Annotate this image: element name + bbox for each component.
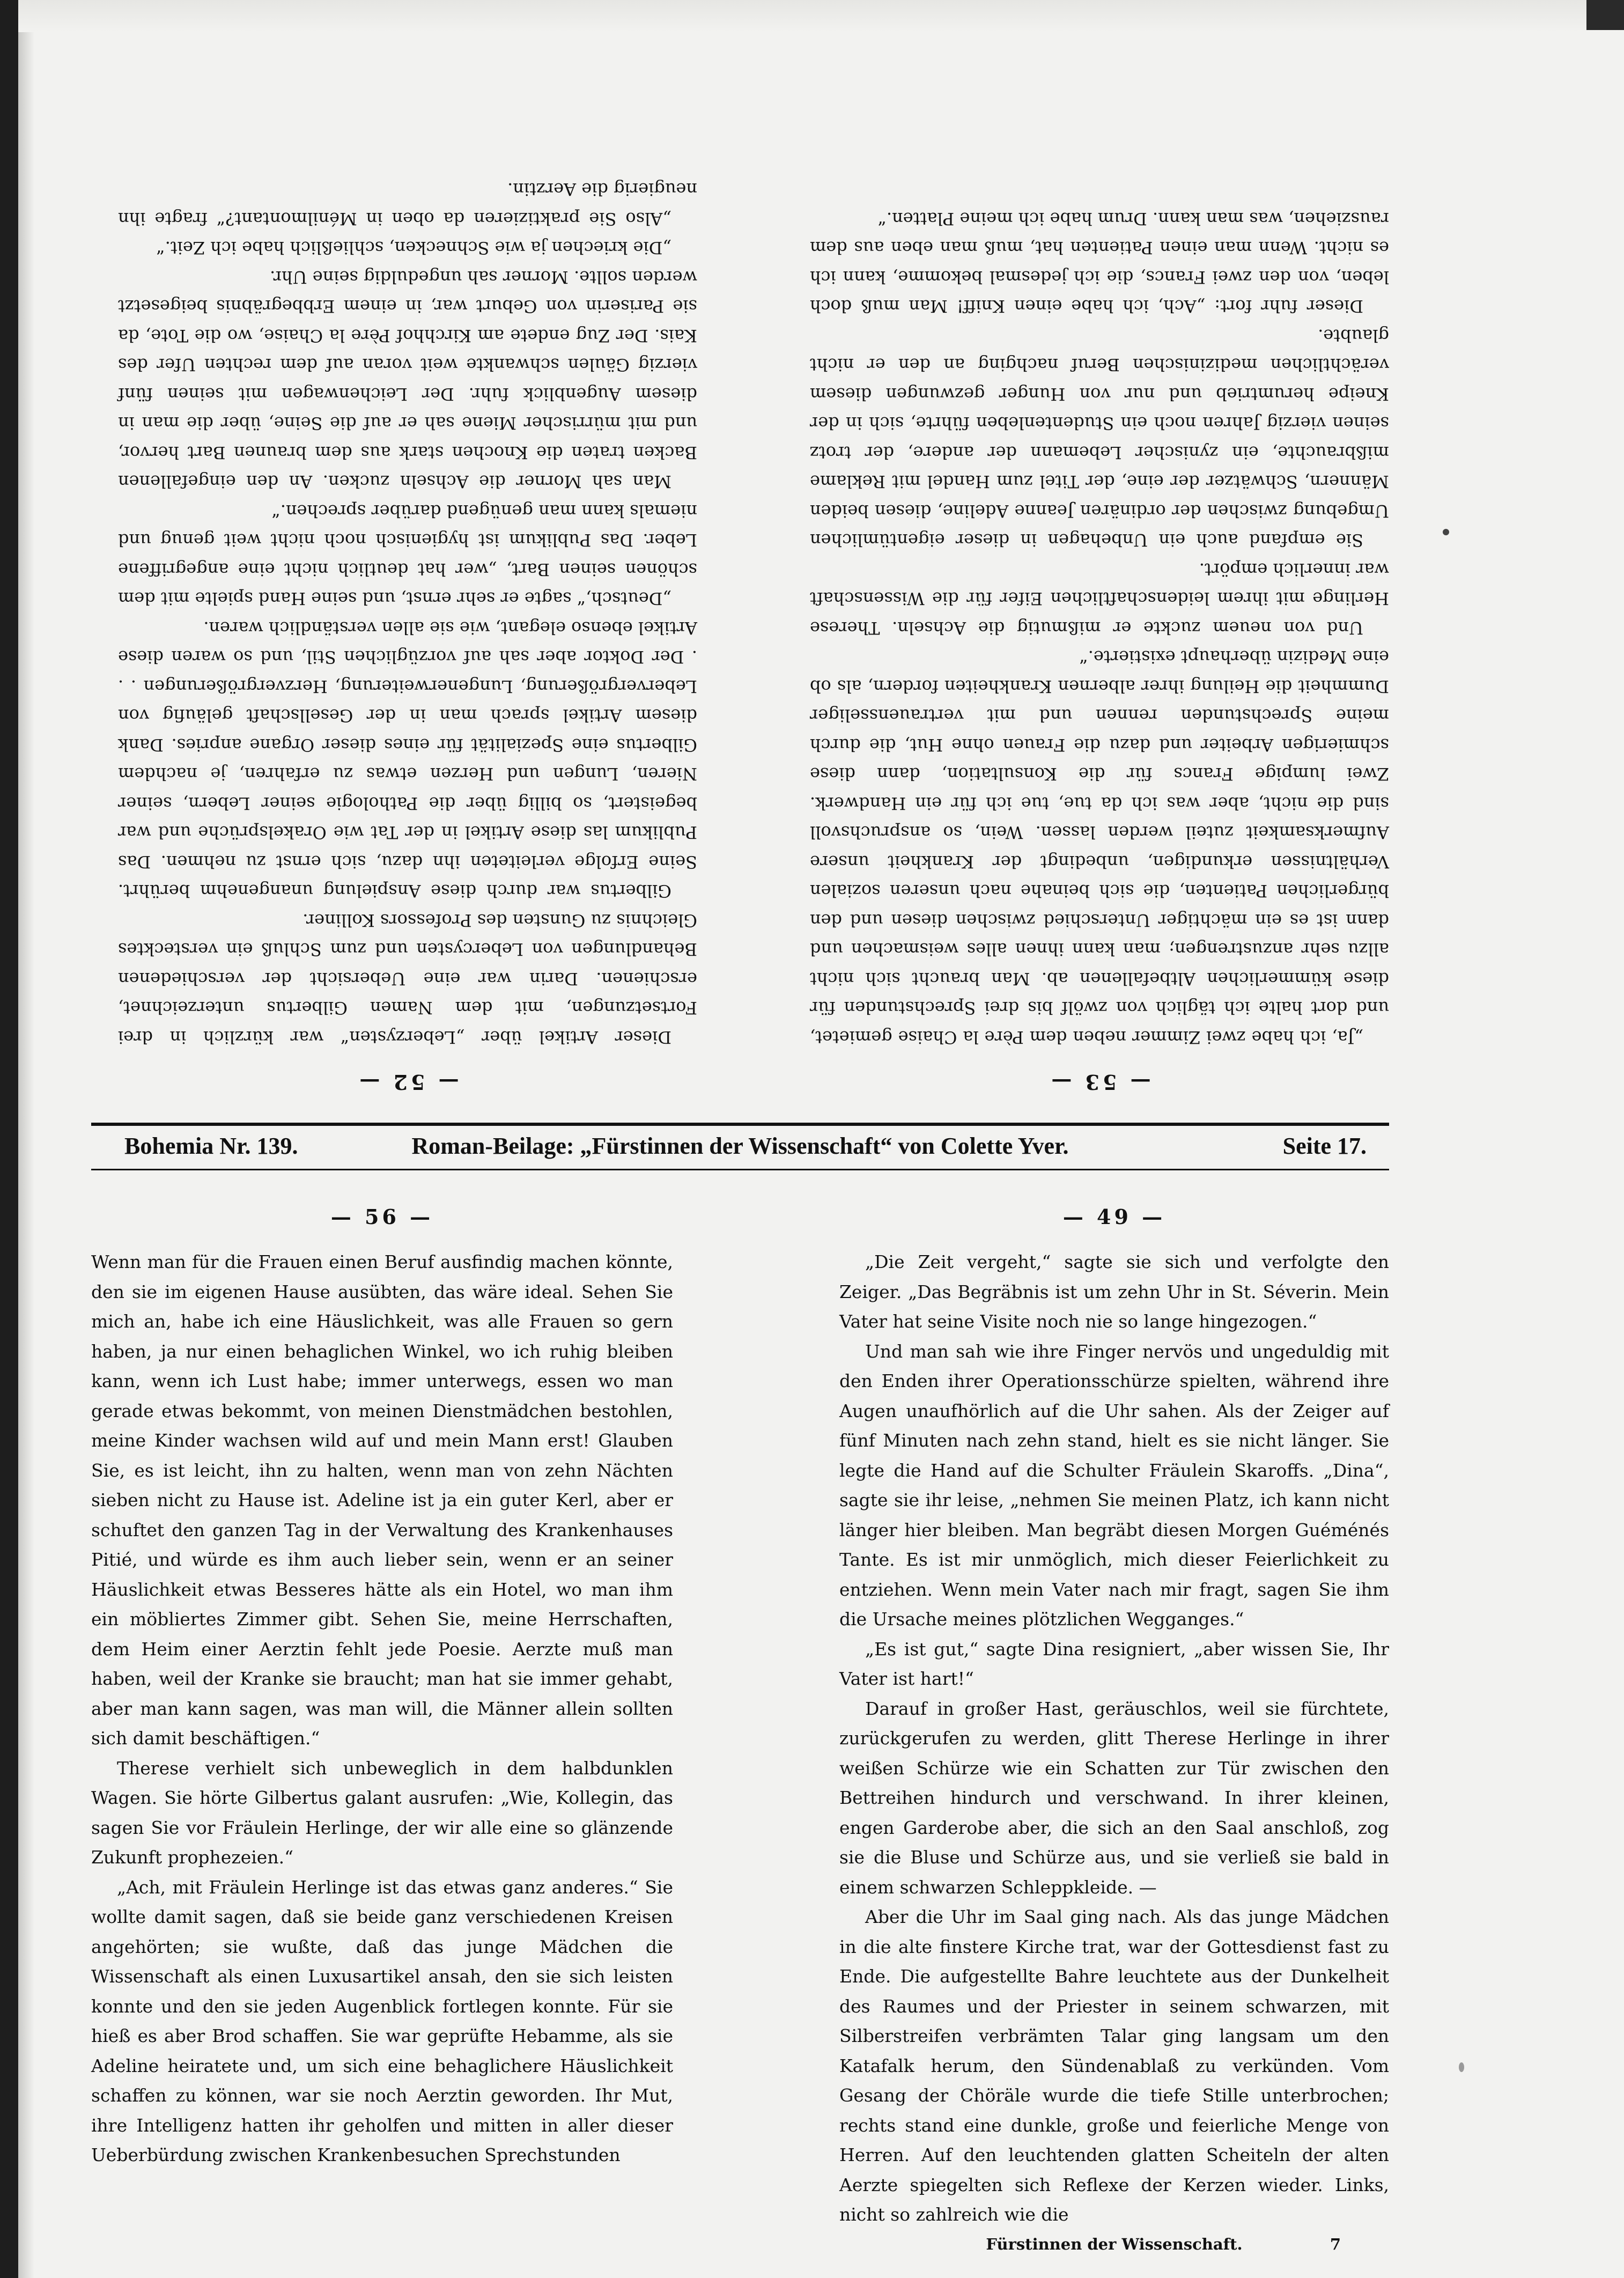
page-number: — 52 — — [356, 1070, 459, 1094]
paragraph: „Also Sie praktizieren da oben in Ménilmontant?“ fragte ihn neugierig die Aerztin. — [118, 179, 697, 229]
paragraph: Gilbertus war durch diese Anspielung unangenehm berührt. Seine Erfolge verleiteten ihn dazu, sich ernst zu nehmen. Das Publikum las diese Artikel in der Tat wie Orakelsprüche und war begeistert, so billig über die Pathologie seiner Lebern, seiner Nieren, Lungen und Herzen etwas zu erfahren, je nachdem Gilbertus eine Spezialität für eines dieser Organe anpries. Dank diesem Artikel sprach man in der Gesellschaft geläufig von Lebervergrößerung, Lungenerweiterung, Herzvergrößerungen . . . Der Doktor aber sah auf vorzüglichen Stil, und so waren diese Artikel ebenso elegant, wie sie allen verständlich waren. — [118, 618, 697, 902]
paragraph: „Die Zeit vergeht,“ sagte sie sich und verfolgte den Zeiger. „Das Begräbnis ist um zehn Uhr in St. Séverin. Mein Vater hat seine Visite noch nie so lange hingezogen.“ — [839, 1251, 1389, 1332]
supplement-header — [91, 1130, 1389, 1164]
paragraph: Dieser Artikel über „Leberzysten“ war kürzlich in drei Fortsetzungen, mit dem Namen Gilbertus unterzeichnet, erschienen. Darin war eine Uebersicht der verschiedenen Behandlungen von Lebercysten und zum Schluß ein verstecktes Gleichnis zu Gunsten des Professors Kolliner. — [118, 910, 697, 1048]
supplement-title: Roman-Beilage: „Fürstinnen der Wissenschaft“ von Colette Yver. — [411, 1133, 1069, 1159]
signature-mark: 7 — [1330, 2235, 1341, 2253]
paragraph: „Es ist gut,“ sagte Dina resigniert, „aber wissen Sie, Ihr Vater ist hart!“ — [839, 1638, 1389, 1689]
upper-page-inverted — [91, 139, 1389, 1094]
scan-gutter-shadow — [18, 0, 34, 2278]
paragraph: „Ach, mit Fräulein Herlinge ist das etwas ganz anderes.“ Sie wollte damit sagen, daß sie beide ganz verschiedenen Kreisen angehörten; sie wußte, daß das junge Mädchen die Wissenschaft als einen Luxusartikel ansah, den sie sich leisten konnte und den sie jeden Augenblick fortlegen konnte. Für sie hieß es aber Brod schaffen. Sie war geprüfte Hebamme, als sie Adeline heiratete und, um sich eine behaglichere Häuslichkeit schaffen zu können, war sie noch Aerztin geworden. Ihr Mut, ihre Intelligenz hatten ihr geholfen und mitten in aller dieser Ueberbürdung zwischen Krankenbesuchen Sprechstunden — [91, 1876, 673, 2165]
paragraph: „Ja, ich habe zwei Zimmer neben dem Père la Chaise gemietet, und dort halte ich täglich von zwölf bis drei Sprechstunden für diese kümmerlichen Altbefallenen ab. Man braucht sich nicht allzu sehr anzustrengen; man kann ihnen alles weismachen und dann ist es ein mächtiger Unterschied zwischen diesen und den bürgerlichen Patienten, die sich beinahe nach unseren sozialen Verhältnissen erkundigen, unbedingt der Krankheit unsere Aufmerksamkeit zuteil werden lassen. Wein, so anspruchsvoll sind die nicht, aber was ich da tue, tue ich für ein Handwerk. Zwei lumpige Francs für die Konsultation, dann diese schmierigen Arbeiter und dazu die Frauen ohne Hut, die durch meine Sprechstunden rennen und mit vertrauensseliger Dummheit die Heilung ihrer albernen Krankheiten fordern, als ob eine Medizin überhaupt existierte.“ — [810, 647, 1389, 1048]
paragraph: Sie empfand auch ein Unbehagen in dieser eigentümlichen Umgebung zwischen der ordinären Jeanne Adeline, diesen beiden Männern, Schwätzer der eine, der Titel zum Handel mit Reklame mißbrauchte, ein zynischer Lebemann der andere, der trotz seinen vierzig Jahren noch ein Studentenleben führte, sich in der Kneipe herumtrieb und nur von Hunger gezwungen diesem verächtlichen medizinischen Beruf nachging an den er nicht glaubte. — [810, 326, 1389, 551]
scan-corner-strip — [1586, 0, 1624, 30]
page-label: Seite 17. — [1282, 1133, 1367, 1159]
paragraph: Und von neuem zuckte er mißmutig die Achseln. Therese Herlinge mit ihrem leidenschaftlichen Eifer für die Wissenschaft war innerlich empört. — [810, 559, 1389, 638]
paragraph: Darauf in großer Hast, geräuschlos, weil sie fürchtete, zurückgerufen zu werden, glitt Therese Herlinge in ihrer weißen Schürze wie ein Schatten zur Tür zwischen den Bettreihen hindurch und verschwand. In ihrer kleinen, engen Garderobe aber, die sich an den Saal anschloß, zog sie die Bluse und Schürze aus, und sie verließ sie bald in einem schwarzen Schleppkleide. — — [839, 1698, 1389, 1898]
column-page-52 — [118, 175, 697, 1094]
scan-binding-edge — [0, 0, 18, 2278]
header-rule-bottom — [91, 1169, 1389, 1170]
paragraph: Dieser fuhr fort: „Ach, ich habe einen Kniff! Man muß doch leben, von den zwei Francs, die ich jedesmal bekomme, kann ich es nicht. Wenn man einen Patienten hat, muß man eben aus dem rausziehen, was man kann. Drum habe ich meine Platten.“ — [810, 209, 1389, 317]
column-page-56 — [91, 1205, 673, 2170]
paragraph: Aber die Uhr im Saal ging nach. Als das junge Mädchen in die alte finstere Kirche trat, war der Gottesdienst fast zu Ende. Die aufgestellte Bahre leuchtete aus der Dunkelheit des Raumes und der Priester in seinem schwarzen, mit Silberstreifen verbrämten Talar ging langsam um den Katafalk herum, den Sündenablaß zu verkünden. Vom Gesang der Chöräle wurde die tiefe Stille unterbrochen; rechts stand eine dunkle, große und feierliche Menge von Herren. Auf den leuchtenden glatten Scheiteln der alten Aerzte spiegelten sich Reflexe der Kerzen wieder. Links, nicht so zahlreich wie die — [839, 1906, 1389, 2225]
lower-page — [91, 1205, 1389, 2256]
header-rule-top — [91, 1123, 1389, 1126]
ink-speck — [1443, 529, 1449, 535]
paragraph: „Die kriechen ja wie Schnecken, schließlich habe ich Zeit.“ — [156, 238, 671, 259]
page-number: — 56 — — [330, 1205, 434, 1229]
paragraph: Therese verhielt sich unbeweglich in dem halbdunklen Wagen. Sie hörte Gilbertus galant ausrufen: „Wie, Kollegin, das sagen Sie vor Fräulein Herlinge, der wir alle eine so glänzende Zukunft prophezeien.“ — [91, 1757, 673, 1868]
paragraph: „Deutsch,“ sagte er sehr ernst, und seine Hand spielte mit dem schönen seinen Bart, „wer hat deutlich nicht eine angegriffene Leber. Das Publikum ist hygienisch noch nicht weit genug und niemals kann man genügend darüber sprechen.“ — [118, 501, 697, 609]
page-number: — 53 — — [1048, 1070, 1151, 1094]
column-page-49 — [839, 1205, 1389, 2253]
page-number: — 49 — — [1062, 1205, 1166, 1229]
page-footer — [839, 2235, 1389, 2253]
footer-title: Fürstinnen der Wissenschaft. — [986, 2235, 1243, 2253]
paragraph: Und man sah wie ihre Finger nervös und ungeduldig mit den Enden ihrer Operationsschürze spielten, während ihre Augen unaufhörlich auf die Uhr sahen. Als der Zeiger auf fünf Minuten nach zehn stand, hielt es sie nicht länger. Sie legte die Hand auf die Schulter Fräulein Skaroffs. „Dina“, sagte sie ihr leise, „nehmen Sie meinen Platz, ich kann nicht länger hier bleiben. Man begräbt diesen Morgen Guéménés Tante. Es ist mir unmöglich, mich dieser Feierlichkeit zu entziehen. Wenn mein Vater nach mir fragt, sagen Sie ihm die Ursache meines plötzlichen Wegganges.“ — [839, 1340, 1389, 1630]
newspaper-issue: Bohemia Nr. 139. — [124, 1133, 298, 1159]
ink-speck — [1459, 2062, 1464, 2072]
paragraph: Wenn man für die Frauen einen Beruf ausfindig machen könnte, den sie im eigenen Hause ausübten, das wäre ideal. Sehen Sie mich an, habe ich eine Häuslichkeit, was alle Frauen so gern haben, ja nur einen behaglichen Winkel, wo ich ruhig bleiben kann, wenn ich Lust habe; immer unterwegs, essen wo man gerade etwas bekommt, von meinen Dienstmädchen bestohlen, meine Kinder wachsen wild auf und mein Mann erst! Glauben Sie, es ist leicht, ihn zu halten, wenn man von zehn Nächten sieben nicht zu Hause ist. Adeline ist ja ein guter Kerl, aber er schuftet den ganzen Tag in der Verwaltung des Krankenhauses Pitié, und würde es ihm auch lieber sein, wenn er an seiner Häuslichkeit etwas Besseres hätte als ein Hotel, wo man ihm ein möbliertes Zimmer gibt. Sehen Sie, meine Herrschaften, dem Heim einer Aerztin fehlt jede Poesie. Aerzte muß man haben, weil der Kranke sie braucht; man hat sie immer gehabt, aber man kann sagen, was man will, die Männer allein sollten sich damit beschäftigen.“ — [91, 1251, 673, 1749]
scan-top-edge — [18, 0, 1624, 32]
paragraph: Man sah Morner die Achseln zucken. An den eingefallenen Backen traten die Knochen stark aus dem braunen Bart hervor, und mit mürrischer Miene sah er auf die Seine, über die man in diesem Augenblick fuhr. Der Leichenwagen mit seinen fünf vierzig Gäulen schwankte weit voran auf dem rechten Ufer des Kais. Der Zug endete am Kirchhof Père la Chaise, wo die Tote, da sie Pariserin von Geburt war, in einem Erbbegräbnis beigesetzt werden sollte. Morner sah ungeduldig seine Uhr. — [118, 267, 697, 492]
column-page-53 — [810, 204, 1389, 1095]
